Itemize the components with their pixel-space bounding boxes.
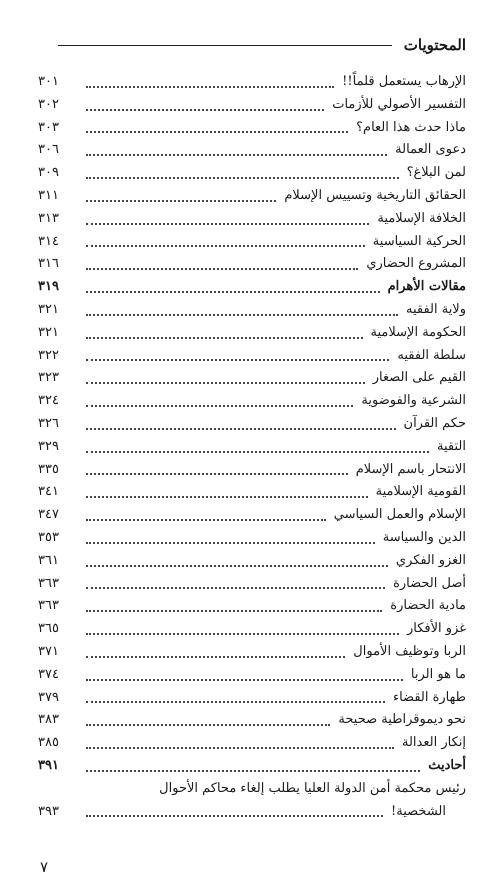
- toc-entry-page: ٣٢٣: [38, 370, 59, 386]
- dot-leader: [86, 472, 348, 475]
- toc-entry-title: نحو ديموقراطية صحيحة: [338, 712, 466, 728]
- toc-entry-title: المشروع الحضاري: [366, 256, 466, 272]
- toc-entry-page: ٣٩٣: [38, 803, 59, 819]
- dot-leader: [86, 381, 365, 384]
- toc-entry-page: ٣١٩: [38, 279, 59, 295]
- toc-entry: [38, 185, 466, 208]
- toc-entry: [38, 253, 466, 276]
- dot-leader: [86, 769, 420, 772]
- toc-entry: [38, 504, 466, 527]
- toc-entry-title: القومية الإسلامية: [375, 484, 466, 500]
- toc-entry-page: ٣١٤: [38, 233, 59, 249]
- dot-leader: [86, 358, 389, 361]
- toc-entry: [38, 390, 466, 413]
- dot-leader: [86, 176, 399, 179]
- toc-entry-page: ٣١٣: [38, 210, 59, 226]
- toc-entry-page: ٣٠٦: [38, 142, 59, 158]
- toc-entry: [38, 71, 466, 94]
- toc-entry-title: الحكومة الإسلامية: [370, 324, 466, 340]
- toc-entry: [38, 367, 466, 390]
- dot-leader: [86, 222, 369, 225]
- toc-entry: [38, 641, 466, 664]
- dot-leader: [86, 199, 276, 202]
- dot-leader: [86, 153, 387, 156]
- toc-entry-page: ٣٨٣: [38, 712, 59, 728]
- toc-entry-line2: [38, 801, 466, 824]
- toc-entry-page: ٣٦١: [38, 552, 59, 568]
- dot-leader: [86, 746, 394, 749]
- toc-entry-page: ٣٠٣: [38, 119, 59, 135]
- toc-entry-page: ٣٢٤: [38, 393, 59, 409]
- page-title: المحتويات: [403, 36, 466, 54]
- toc-entry: [38, 162, 466, 185]
- toc-entry: [38, 436, 466, 459]
- toc-entry-title: أصل الحضارة: [393, 575, 466, 591]
- toc-entry: [38, 299, 466, 322]
- toc-entry-page: ٣٦٣: [38, 598, 59, 614]
- toc-entry: [38, 595, 466, 618]
- toc-entry-page: ٣٢٢: [38, 347, 59, 363]
- toc-entry-title: القيم على الصغار: [372, 370, 466, 386]
- toc-entry-title: غزو الأفكار: [406, 621, 466, 637]
- toc-entry: [38, 664, 466, 687]
- toc-entry-title: أحاديث: [428, 757, 466, 773]
- toc-entry-page: ٣٠٢: [38, 96, 59, 112]
- toc-entry-title: الإسلام والعمل السياسي: [333, 507, 466, 523]
- toc-entry-title-line2: الشخصية!: [391, 803, 446, 819]
- toc-entry: [38, 413, 466, 436]
- toc-entry-page: ٣٣٥: [38, 461, 59, 477]
- toc-entry: [38, 755, 466, 778]
- page-header: [38, 30, 466, 60]
- dot-leader: [86, 700, 385, 703]
- toc-entry-title: الربا وتوظيف الأموال: [353, 643, 466, 659]
- dot-leader: [86, 85, 334, 88]
- toc-entry: [38, 687, 466, 710]
- toc-entry-title: الدين والسياسة: [382, 529, 466, 545]
- toc-entry-title-line1: رئيس محكمة أمن الدولة العليا يطلب إلغاء محاكم الأحوال: [159, 780, 466, 796]
- toc-entry: [38, 322, 466, 345]
- toc-entry-page: ٣١١: [38, 187, 59, 203]
- toc-entry-page: ٣٧٤: [38, 666, 59, 682]
- dot-leader: [86, 427, 396, 430]
- dot-leader: [86, 404, 353, 407]
- dot-leader: [86, 518, 326, 521]
- page-number: ٧: [40, 858, 49, 876]
- dot-leader: [86, 108, 324, 111]
- toc-entry-title: ما هو الربا: [410, 666, 466, 682]
- toc-entry-page: ٣٨٥: [38, 735, 59, 751]
- toc-entry: [38, 139, 466, 162]
- toc-entry-page: ٣٧١: [38, 643, 59, 659]
- toc-entry-page: ٣٤١: [38, 484, 59, 500]
- toc-entry-page: ٣٧٩: [38, 689, 59, 705]
- toc-entry-page: ٣٦٣: [38, 575, 59, 591]
- dot-leader: [86, 336, 363, 339]
- toc-entry-title: الانتحار باسم الإسلام: [355, 461, 466, 477]
- toc-entry-title: مادية الحضارة: [390, 598, 466, 614]
- dot-leader: [86, 723, 330, 726]
- header-rule: [58, 45, 392, 46]
- dot-leader: [86, 586, 385, 589]
- toc-entry: [38, 117, 466, 140]
- toc-entry-title: الإرهاب يستعمل قلماً!!: [342, 74, 466, 89]
- toc-entry-title: سلطة الفقيه: [397, 347, 466, 363]
- toc-entry-page: ٣٠٩: [38, 165, 59, 181]
- toc-entry: [38, 573, 466, 596]
- toc-entry-title: دعوى العمالة: [395, 142, 466, 158]
- toc-entry-title: التفسير الأصولي للأزمات: [332, 96, 466, 112]
- dot-leader: [86, 541, 375, 544]
- dot-leader: [86, 290, 380, 293]
- toc-entry-title: ولاية الفقيه: [405, 301, 466, 317]
- toc-entry-page: ٣٢١: [38, 301, 59, 317]
- toc-entry-title: الحقائق التاريخية وتسييس الإسلام: [284, 187, 466, 203]
- toc-entry-title: التقية: [437, 438, 466, 454]
- toc-entry: [38, 550, 466, 573]
- toc-entry-title: الخلافة الإسلامية: [377, 210, 466, 226]
- toc-entry: [38, 231, 466, 254]
- toc-entry-page: ٣٥٣: [38, 529, 59, 545]
- toc-entry-page: ٣٢١: [38, 324, 59, 340]
- toc-entry-page: ٣٤٧: [38, 507, 59, 523]
- toc-entry: [38, 94, 466, 117]
- toc-entry: [38, 276, 466, 299]
- toc-entry: [38, 709, 466, 732]
- table-of-contents: [38, 71, 466, 823]
- dot-leader: [86, 130, 348, 133]
- toc-entry-title: الغزو الفكري: [395, 552, 466, 568]
- toc-entry-title: الحركية السياسية: [372, 233, 466, 249]
- toc-entry: [38, 732, 466, 755]
- dot-leader: [86, 495, 368, 498]
- toc-entry-page: ٣٢٩: [38, 438, 59, 454]
- toc-entry-page: ٣٢٦: [38, 415, 59, 431]
- dot-leader: [86, 313, 398, 316]
- dot-leader: [86, 814, 383, 817]
- toc-entry-title: حكم القرآن: [403, 415, 466, 431]
- dot-leader: [86, 564, 388, 567]
- toc-entry: [38, 345, 466, 368]
- toc-entry: [38, 459, 466, 482]
- dot-leader: [86, 450, 429, 453]
- dot-leader: [86, 267, 358, 270]
- toc-entry: [38, 208, 466, 231]
- dot-leader: [86, 678, 403, 681]
- toc-entry-multiline: [38, 778, 466, 824]
- toc-entry-title: لمن البلاغ؟: [406, 165, 466, 181]
- toc-entry-title: الشرعية والفوضوية: [361, 393, 466, 409]
- dot-leader: [86, 244, 365, 247]
- toc-entry: [38, 527, 466, 550]
- toc-entry: [38, 481, 466, 504]
- toc-entry-title: مقالات الأهرام: [387, 279, 466, 295]
- dot-leader: [86, 655, 345, 658]
- toc-entry-page: ٣١٦: [38, 256, 59, 272]
- toc-entry: [38, 618, 466, 641]
- dot-leader: [86, 609, 382, 612]
- toc-entry-page: ٣٩١: [38, 757, 59, 773]
- toc-entry-title: إنكار العدالة: [402, 735, 466, 751]
- dot-leader: [86, 632, 399, 635]
- toc-entry-page: ٣٠١: [38, 74, 59, 89]
- toc-entry-title: ماذا حدث هذا العام؟: [356, 119, 466, 135]
- toc-entry-title: طهارة القضاء: [392, 689, 466, 705]
- toc-entry-page: ٣٦٥: [38, 621, 59, 637]
